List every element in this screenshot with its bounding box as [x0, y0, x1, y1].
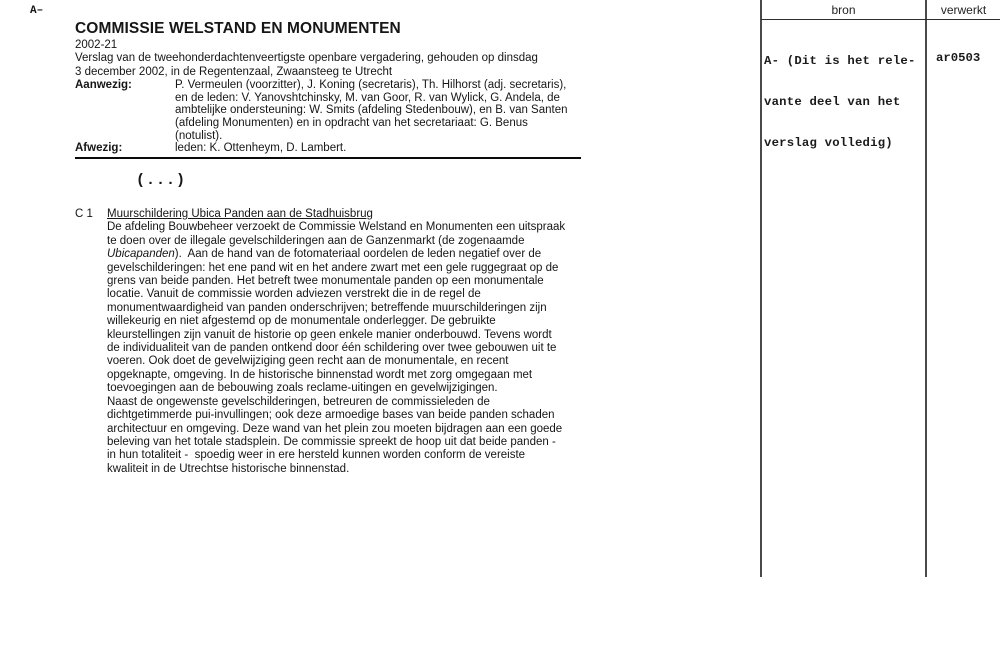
paragraph-line: kleurstellingen zijn vanuit de historie op geen enkele manier onderbouwd. Tevens wordt: [107, 328, 552, 341]
attendance-line: en de leden: V. Yanovshtchinsky, M. van Goor, R. van Wylick, G. Andela, de: [175, 91, 560, 104]
paragraph-line: grens van beide panden. Het betreft twee monumentale panden op een monumentale: [107, 275, 544, 288]
paragraph-line: Naast de ongewenste gevelschilderingen, betreuren de commissieleden de: [107, 395, 490, 408]
sidebar-middle-rule: [925, 0, 927, 577]
section-paragraph: [107, 221, 587, 476]
paragraph-line-rest: ). Aan de hand van de fotomateriaal oordelen de leden negatief over de: [174, 248, 542, 261]
verwerkt-code: ar0503: [936, 51, 981, 65]
section-index: C 1: [75, 208, 93, 220]
paragraph-line: opgeknapte, omgeving. In de historische binnenstad wordt met zorg omgegaan met: [107, 368, 533, 381]
paragraph-line: willekeurig en niet afgestemd op de monumentale onderlegger. De gebruikte: [107, 315, 496, 328]
present-lines: [175, 79, 581, 143]
attendance-table: [75, 79, 581, 155]
intro-line: Verslag van de tweehonderdachtenveertigste openbare vergadering, gehouden op dinsdag: [75, 52, 538, 65]
italic-term: Ubicapanden: [107, 248, 175, 261]
paragraph-line: architectuur en omgeving. Deze wand van het plein zou moeten bijdragen aan een goede: [107, 422, 563, 435]
present-label: Aanwezig:: [75, 78, 132, 91]
document-title: COMMISSIE WELSTAND EN MONUMENTEN: [75, 20, 401, 37]
absent-label: Afwezig:: [75, 142, 123, 155]
document-body: [75, 21, 581, 159]
document-number: 2002-21: [75, 39, 118, 51]
paragraph-line: toevoegingen aan de bebouwing zoals reclame-uitingen en gevelwijzigingen.: [107, 382, 498, 395]
paragraph-line: kwaliteit in de Utrechtse historische binnenstad.: [107, 462, 350, 475]
margin-note: [764, 27, 916, 165]
paragraph-line: [107, 248, 587, 261]
paragraph-line: monumentwaardigheid van panden onderschrijven; betreffende muurschilderingen zijn: [107, 301, 547, 314]
omission-mark: (...): [136, 172, 187, 189]
sidebar-header-underline: [761, 19, 1000, 21]
paragraph-line: beleving van het totale stadsplein. De commissie spreekt de hoop uit dat beide panden -: [107, 435, 556, 448]
section-heading: Muurschildering Ubica Panden aan de Stadhuisbrug: [107, 208, 373, 220]
paragraph-line: gevelschilderingen: het ene pand wit en het andere zwart met een gele ruggegraat op de: [107, 261, 559, 274]
paragraph-line: De afdeling Bouwbeheer verzoekt de Commissie Welstand en Monumenten een uitspraak: [107, 221, 566, 234]
paragraph-line: de individualiteit van de panden ontkend door één schildering over twee gebouwen uit te: [107, 342, 557, 355]
attendance-line: leden: K. Ottenheym, D. Lambert.: [175, 142, 347, 155]
paragraph-line: in hun totaliteit - spoedig weer in ere hersteld kunnen worden conform de vereiste: [107, 449, 526, 462]
attendance-line: ambtelijke ondersteuning: W. Smits (afdeling Stedenbouw), en B. van Santen: [175, 104, 568, 117]
header-separator-rule: [75, 157, 581, 160]
margin-note-line: vante deel van het: [764, 94, 901, 109]
attendance-line: (afdeling Monumenten) en in opdracht van het secretariaat: G. Benus: [175, 117, 528, 129]
corner-mark: A–: [30, 5, 44, 17]
section-c1: [75, 208, 587, 476]
paragraph-line: voeren. Ook doet de gevelwijziging geen recht aan de monumentale, en recent: [107, 355, 509, 368]
paragraph-line: locatie. Vanuit de commissie worden adviezen verstrekt die in de regel de: [107, 288, 481, 301]
paragraph-line: te doen over de illegale gevelschilderingen aan de Ganzenmarkt (de zogenaamde: [107, 234, 525, 247]
intro-line: 3 december 2002, in de Regentenzaal, Zwaansteeg te Utrecht: [75, 65, 393, 78]
margin-note-line: verslag volledig): [764, 136, 893, 151]
column-header-bron: bron: [831, 3, 856, 17]
attendance-line: (notulist).: [175, 129, 223, 142]
sidebar-left-rule: [760, 0, 762, 577]
section-heading-row: [75, 208, 587, 221]
margin-note-line: A- (Dit is het rele-: [764, 53, 916, 68]
column-header-verwerkt: verwerkt: [940, 3, 987, 17]
attendance-line: P. Vermeulen (voorzitter), J. Koning (secretaris), Th. Hilhorst (adj. secretaris),: [175, 78, 567, 91]
paragraph-line: dichtgetimmerde pui-invullingen; ook deze armoedige bases van beide panden schaden: [107, 409, 555, 422]
